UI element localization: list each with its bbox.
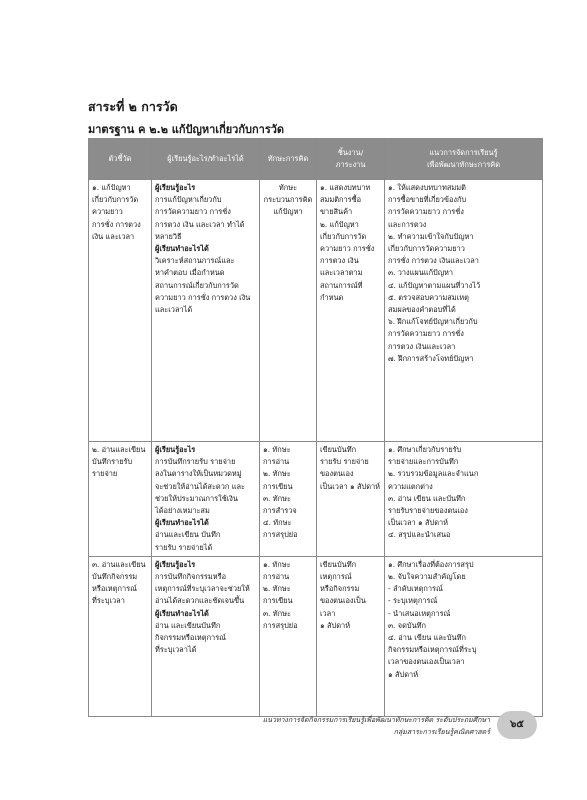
standard-title: มาตรฐาน ค ๒.๒ แก้ปัญหาเกี่ยวกับการวัด — [88, 123, 285, 136]
table-row — [89, 180, 543, 442]
learn-label: ผู้เรียนรู้อะไร — [155, 445, 196, 454]
activities-cell: ๑. ศึกษาเกี่ยวกับรายรับ รายจ่ายและการบันทึก ๒. รวบรวมข้อมูลและจำแนก ความแตกต่าง ๓. อ่าน เขียน และบันทึก รายรับรายจ่ายของตนเอง เป็นเวลา ๑ สัปดาห์ ๔. สรุปและนำเสนอ — [385, 442, 543, 557]
learn-label: ผู้เรียนรู้อะไร — [155, 183, 196, 192]
activities-cell: ๑. ให้แสดงบทบาทสมมติ การซื้อขายที่เกี่ยวข้องกับ การวัดความยาว การชั่ง และการตวง ๒. ทำความเข้าใจกับปัญหา เกี่ยวกับการวัดความยาว การชั่ง การตวง เงินและเวลา ๓. วางแผนแก้ปัญหา ๔. แก้ปัญหาตามแผนที่วางไว้ ๕. ตรวจสอบความสมเหตุ สมผลของคำตอบที่ได้ ๖. ฝึกแก้โจทย์ปัญหาเกี่ยวกับ การวัดความยาว การชั่ง การตวง เงินและเวลา ๗. ฝึกการสร้างโจทย์ปัญหา — [385, 180, 543, 442]
header-learning: ผู้เรียนรู้อะไร/ทำอะไรได้ — [152, 139, 260, 180]
table-row — [89, 556, 543, 716]
do-label: ผู้เรียนทำอะไรได้ — [155, 518, 209, 528]
table-header-row — [89, 139, 543, 180]
activities-cell: ๑. ศึกษาเรื่องที่ต้องการสรุป ๒. จับใจความสำคัญโดย - ลำดับเหตุการณ์ - ระบุเหตุการณ์ - นำเสนอเหตุการณ์ ๓. จดบันทึก ๔. อ่าน เขียน และบันทึก กิจกรรมหรือเหตุการณ์ที่ระบุ เวลาของตนเองเป็นเวลา ๑ สัปดาห์ — [385, 556, 543, 716]
skills-cell: ๑. ทักษะ การอ่าน ๒. ทักษะ การเขียน ๓. ทักษะ การสรุปย่อ — [260, 556, 317, 716]
header-learning-activities: แนวการจัดการเรียนรู้ เพื่อพัฒนาทักษะการคิด — [385, 139, 543, 180]
footer-line-1: แนวทางการจัดกิจกรรมการเรียนรู้เพื่อพัฒนาทักษะการคิด ระดับประถมศึกษา — [262, 716, 490, 724]
header-thinking-skills: ทักษะการคิด — [260, 139, 317, 180]
indicator-cell: ๑. แก้ปัญหา เกี่ยวกับการวัด ความยาว การชั่ง การตวง เงิน และเวลา — [89, 180, 152, 442]
page-number: ๖๕ — [497, 711, 537, 739]
skills-cell: ทักษะ กระบวนการคิด แก้ปัญหา — [260, 180, 317, 442]
learning-cell — [152, 180, 260, 442]
tasks-cell: เขียนบันทึก เหตุการณ์ หรือกิจกรรม ของตนเองเป็นเวลา ๑ สัปดาห์ — [317, 556, 385, 716]
tasks-cell: ๑. แสดงบทบาท สมมติการซื้อ ขายสินค้า ๒. แก้ปัญหา เกี่ยวกับการวัด ความยาว การชั่ง การตวง เงิน และเวลาตาม สถานการณ์ที่ กำหนด — [317, 180, 385, 442]
learn-label: ผู้เรียนรู้อะไร — [155, 559, 196, 569]
indicator-cell: ๓. อ่านและเขียน บันทึกกิจกรรม หรือเหตุการณ์ ที่ระบุเวลา — [89, 556, 152, 716]
do-label: ผู้เรียนทำอะไรได้ — [155, 244, 209, 254]
learn-text: การบันทึกรายรับ รายจ่าย ลงในตารางให้เป็นหมวดหมู่ จะช่วยให้อ่านได้สะดวก และ ช่วยให้ประมาณการใช้เงิน ได้อย่างเหมาะสม — [155, 457, 245, 516]
skills-cell: ๑. ทักษะ การอ่าน ๒. ทักษะ การเขียน ๓. ทักษะ การสำรวจ ๔. ทักษะ การสรุปย่อ — [260, 442, 317, 557]
tasks-cell: เขียนบันทึก รายรับ รายจ่าย ของตนเอง เป็นเวลา ๑ สัปดาห์ — [317, 442, 385, 557]
do-text: อ่าน และเขียนบันทึก กิจกรรมหรือเหตุการณ์ ที่ระบุเวลาได้ — [155, 620, 227, 655]
footer — [230, 714, 490, 738]
footer-line-2: กลุ่มสาระการเรียนรู้คณิตศาสตร์ — [393, 728, 490, 736]
curriculum-table — [88, 138, 543, 717]
do-label: ผู้เรียนทำอะไรได้ — [155, 608, 209, 618]
learning-cell — [152, 442, 260, 557]
learn-text: การบันทึกกิจกรรมหรือ เหตุการณ์ที่ระบุเวลาจะช่วยให้ อ่านได้สะดวกและชัดเจนขึ้น — [155, 572, 250, 606]
header-indicator: ตัวชี้วัด — [89, 139, 152, 180]
do-text: อ่านและเขียน บันทึก รายรับ รายจ่ายได้ — [155, 530, 221, 552]
header-tasks: ชิ้นงาน/ ภาระงาน — [317, 139, 385, 180]
table-row — [89, 442, 543, 557]
indicator-cell: ๒. อ่านและเขียน บันทึกรายรับ รายจ่าย — [89, 442, 152, 557]
learning-cell — [152, 556, 260, 716]
do-text: วิเคราะห์สถานการณ์และ หาคำตอบ เมื่อกำหนด สถานการณ์เกี่ยวกับการวัด ความยาว การชั่ง การตวง เงิน และเวลาได้ — [155, 256, 251, 315]
learn-text: การแก้ปัญหาเกี่ยวกับ การวัดความยาว การชั่ง การตวง เงิน และเวลา ทำได้ หลายวิธี — [155, 195, 245, 241]
strand-title: สาระที่ ๒ การวัด — [88, 99, 178, 114]
